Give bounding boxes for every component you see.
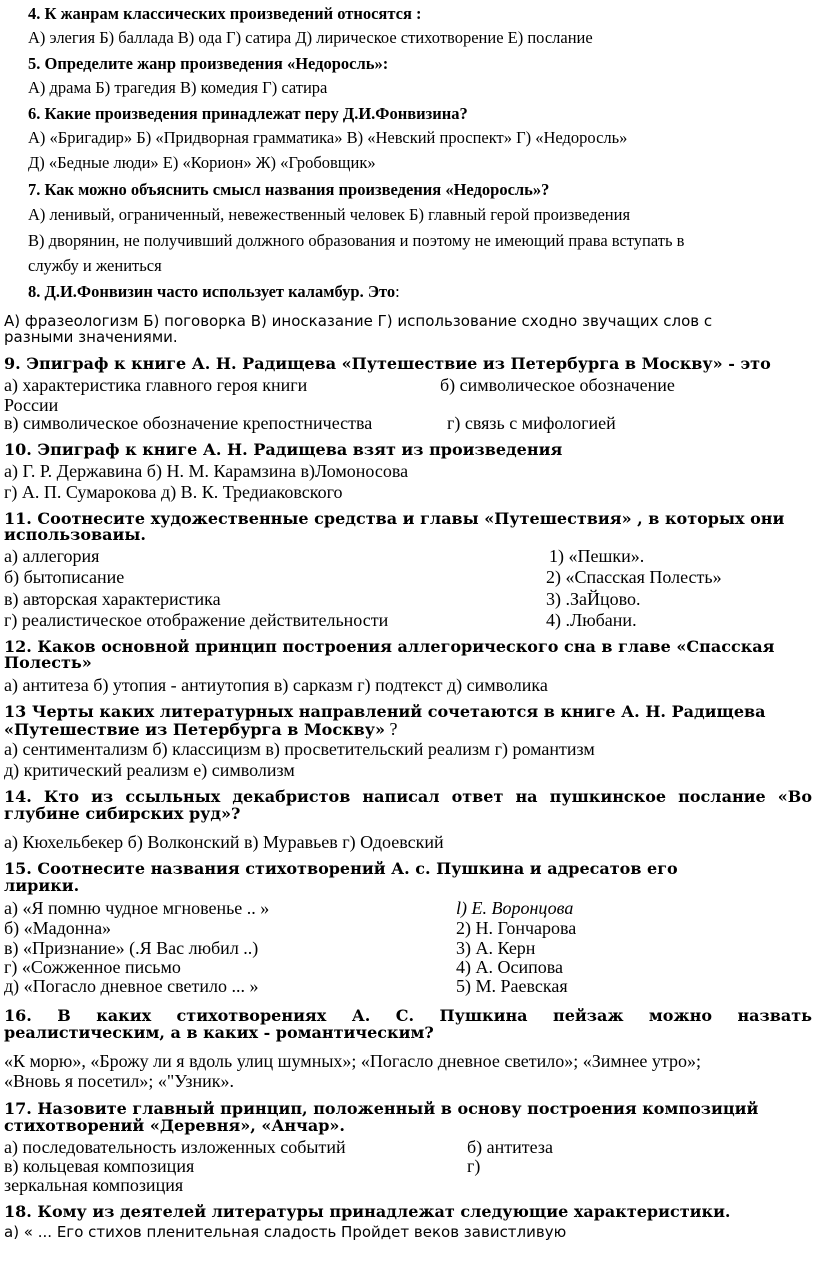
question-9-option-b-cont: России — [4, 395, 59, 415]
question-13-text-line2: «Путешествие из Петербурга в Москву» — [4, 720, 385, 739]
question-14-options: а) Кюхельбекер б) Волконский в) Муравьев г) Одоевский — [4, 832, 444, 852]
question-15-left-1: а) «Я помню чудное мгновенье .. » — [4, 898, 270, 918]
question-13-options-line1: а) сентиментализм б) классицизм в) просветительский реализм г) романтизм — [4, 739, 595, 759]
question-16-poems-line2: «Вновь я посетил»; «"Узник». — [4, 1071, 235, 1091]
question-7-options-line3: службу и жениться — [28, 256, 162, 275]
question-18-text: 18. Кому из деятелей литературы принадлежат следующие характеристики. — [4, 1202, 731, 1221]
question-15-left-4: г) «Сожженное письмо — [4, 957, 181, 977]
question-17-option-d: г) — [467, 1156, 481, 1176]
question-8-colon: : — [395, 282, 400, 301]
question-11-left-4: г) реалистическое отображение действительности — [4, 610, 389, 630]
question-13-question-mark: ? — [385, 719, 398, 739]
question-14-text-line2: глубине сибирских руд»? — [4, 804, 241, 823]
question-15-left-5: д) «Погасло дневное светило ... » — [4, 976, 259, 996]
question-10-text: 10. Эпиграф к книге А. Н. Радищева взят из произведения — [4, 440, 563, 459]
question-11-right-1: 1) «Пешки». — [549, 546, 645, 566]
question-8-options-line1: А) фразеологизм Б) поговорка В) иносказание Г) использование сходно звучащих слов с — [4, 312, 713, 330]
question-16-text-line2: реалистическим, а в каких - романтическим? — [4, 1023, 434, 1042]
question-17-text-line2: стихотворений «Деревня», «Анчар». — [4, 1116, 345, 1135]
question-11-text-line2: использоваиы. — [4, 525, 146, 544]
question-16-text-line1: 16. В каких стихотворениях А. С. Пушкина пейзаж можно назвать — [4, 1006, 812, 1025]
question-8-heading — [28, 284, 400, 301]
question-9-text: 9. Эпиграф к книге А. Н. Радищева «Путешествие из Петербурга в Москву» - это — [4, 354, 771, 373]
question-12-options: а) антитеза б) утопия - антиутопия в) сарказм г) подтекст д) символика — [4, 675, 548, 695]
question-5-options: А) драма Б) трагедия В) комедия Г) сатира — [28, 78, 328, 97]
question-15-right-1: l) Е. Воронцова — [456, 898, 574, 918]
question-5-text: 5. Определите жанр произведения «Недоросль»: — [28, 54, 389, 73]
question-15-left-2: б) «Мадонна» — [4, 918, 112, 938]
question-10-options-line1: а) Г. Р. Державина б) Н. М. Карамзина в)Ломоносова — [4, 461, 409, 481]
question-6-text: 6. Какие произведения принадлежат перу Д.И.Фонвизина? — [28, 104, 468, 123]
question-18-quote-line1: а) « ... Его стихов пленительная сладость Пройдет веков завистливую — [4, 1223, 567, 1241]
question-17-option-b: б) антитеза — [467, 1137, 553, 1157]
question-12-text-line2: Полесть» — [4, 653, 92, 672]
question-16-poems-line1: «К морю», «Брожу ли я вдоль улиц шумных»; «Погасло дневное светило»; «Зимнее утро»; — [4, 1051, 701, 1071]
question-17-option-c: в) кольцевая композиция — [4, 1156, 195, 1176]
question-13-heading-line2 — [4, 720, 398, 739]
question-9-option-a: а) характеристика главного героя книги — [4, 375, 308, 395]
question-17-text-line1: 17. Назовите главный принцип, положенный в основу построения композиций — [4, 1099, 759, 1118]
question-14-text-line1: 14. Кто из ссыльных декабристов написал ответ на пушкинское послание «Во — [4, 787, 812, 806]
question-15-text-line1: 15. Соотнесите названия стихотворений А. с. Пушкина и адресатов его — [4, 859, 678, 878]
question-8-options-line2: разными значениями. — [4, 328, 178, 346]
question-7-options-line2: В) дворянин, не получивший должного образования и поэтому не имеющий права вступать в — [28, 231, 685, 250]
question-9-option-b: б) символическое обозначение — [440, 375, 675, 395]
question-8-text: 8. Д.И.Фонвизин часто использует каламбур. Это — [28, 282, 396, 301]
question-9-option-d: г) связь с мифологией — [447, 413, 616, 433]
question-15-left-3: в) «Признание» (.Я Вас любил ..) — [4, 938, 259, 958]
question-17-option-a: а) последовательность изложенных событий — [4, 1137, 346, 1157]
question-11-left-3: в) авторская характеристика — [4, 589, 221, 609]
question-9-option-c: в) символическое обозначение крепостничества — [4, 413, 373, 433]
question-10-options-line2: г) А. П. Сумарокова д) В. К. Тредиаковского — [4, 482, 343, 502]
question-7-options-line1: А) ленивый, ограниченный, невежественный человек Б) главный герой произведения — [28, 205, 631, 224]
question-11-right-4: 4) .Любани. — [546, 610, 637, 630]
question-12-text-line1: 12. Каков основной принцип построения аллегорического сна в главе «Спасская — [4, 637, 775, 656]
question-15-right-5: 5) М. Раевская — [456, 976, 568, 996]
question-6-options-line2: Д) «Бедные люди» Е) «Корион» Ж) «Гробовщик» — [28, 153, 376, 172]
question-6-options-line1: А) «Бригадир» Б) «Придворная грамматика» В) «Невский проспект» Г) «Недоросль» — [28, 128, 628, 147]
question-11-left-1: а) аллегория — [4, 546, 100, 566]
question-15-right-3: 3) А. Керн — [456, 938, 536, 958]
question-4-text: 4. К жанрам классических произведений относятся : — [28, 4, 422, 23]
question-15-text-line2: лирики. — [4, 876, 80, 895]
question-11-right-3: 3) .ЗаЙцово. — [546, 589, 641, 609]
question-4-options: А) элегия Б) баллада В) ода Г) сатира Д) лирическое стихотворение Е) послание — [28, 28, 593, 47]
question-15-right-2: 2) Н. Гончарова — [456, 918, 577, 938]
question-11-text-line1: 11. Соотнесите художественные средства и главы «Путешествия» , в которых они — [4, 509, 785, 528]
question-11-right-2: 2) «Спасская Полесть» — [546, 567, 722, 587]
question-11-left-2: б) бытописание — [4, 567, 125, 587]
question-17-option-d-cont: зеркальная композиция — [4, 1175, 184, 1195]
question-15-right-4: 4) А. Осипова — [456, 957, 563, 977]
question-7-text: 7. Как можно объяснить смысл названия произведения «Недоросль»? — [28, 180, 550, 199]
question-13-text-line1: 13 Черты каких литературных направлений сочетаются в книге А. Н. Радищева — [4, 702, 766, 721]
question-13-options-line2: д) критический реализм е) символизм — [4, 760, 295, 780]
